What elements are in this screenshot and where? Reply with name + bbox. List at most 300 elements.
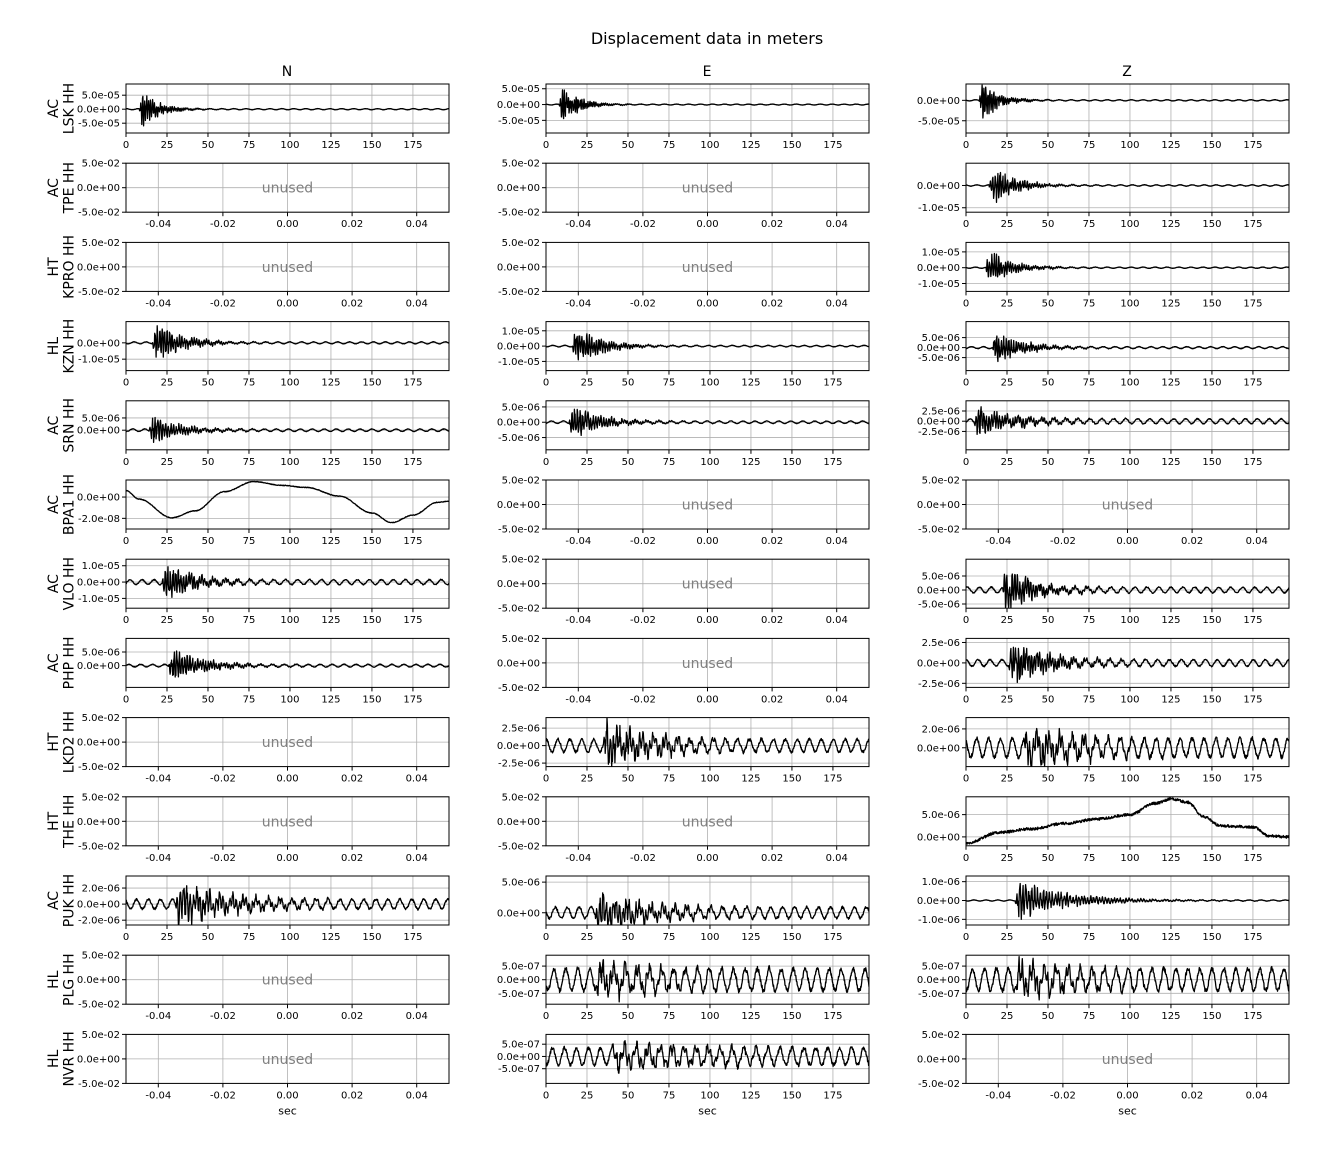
x-tick-label: 75 xyxy=(662,1011,676,1023)
y-tick-label: 0.0e+00 xyxy=(76,737,120,749)
y-tick-label: 0.0e+00 xyxy=(496,816,540,828)
x-tick-label: 125 xyxy=(1161,219,1181,231)
x-tick-label: 75 xyxy=(242,140,256,151)
x-tick-label: 0 xyxy=(962,773,970,785)
x-tick-label: 125 xyxy=(321,377,341,389)
x-tick-label: 50 xyxy=(621,377,635,389)
x-tick-label: 175 xyxy=(403,615,423,627)
x-tick-label: 0.04 xyxy=(405,852,428,864)
x-tick-label: 150 xyxy=(782,1011,802,1023)
x-tick-label: 150 xyxy=(1202,298,1222,310)
y-tick-label: 5.0e-07 xyxy=(501,1039,540,1051)
x-tick-label: 175 xyxy=(403,932,423,943)
x-tick-label: 0.00 xyxy=(276,219,299,231)
x-tick-label: 125 xyxy=(741,773,761,785)
y-tick-label: 0.0e+00 xyxy=(76,338,120,350)
x-tick-label: 25 xyxy=(580,456,594,468)
y-tick-label: -5.0e-05 xyxy=(78,118,120,130)
x-tick-label: 175 xyxy=(1243,140,1263,151)
x-tick-label: 0 xyxy=(962,140,970,151)
x-tick-label: 25 xyxy=(580,377,594,389)
y-tick-label: 5.0e-06 xyxy=(921,571,960,583)
y-tick-label: -2.5e-06 xyxy=(918,678,960,690)
x-tick-label: -0.02 xyxy=(629,298,656,310)
y-tick-label: 0.0e+00 xyxy=(496,658,540,670)
x-tick-label: 150 xyxy=(1202,852,1222,864)
x-tick-label: 25 xyxy=(160,615,174,627)
x-tick-label: 25 xyxy=(580,773,594,785)
y-tick-label: 2.0e-06 xyxy=(81,883,120,895)
x-tick-label: 100 xyxy=(700,932,720,943)
y-tick-label: 5.0e-07 xyxy=(921,961,960,973)
y-tick-label: 5.0e-06 xyxy=(501,877,540,889)
x-tick-label: 0.00 xyxy=(696,536,719,547)
y-tick-label: 0.0e+00 xyxy=(916,832,960,844)
x-tick-label: -0.02 xyxy=(209,852,236,864)
x-tick-label: 100 xyxy=(1120,219,1140,231)
x-tick-label: 50 xyxy=(621,773,635,785)
y-tick-label: 0.0e+00 xyxy=(496,741,540,753)
x-tick-label: 125 xyxy=(741,932,761,943)
x-tick-label: 100 xyxy=(700,140,720,151)
x-tick-label: 125 xyxy=(741,377,761,389)
x-tick-label: 0.02 xyxy=(340,852,364,864)
y-tick-label: -5.0e-05 xyxy=(918,116,960,128)
x-tick-label: 150 xyxy=(1202,219,1222,231)
x-tick-label: -0.02 xyxy=(209,298,236,310)
x-tick-label: 25 xyxy=(580,932,594,943)
y-tick-label: 0.0e+00 xyxy=(496,417,540,429)
y-tick-label: -5.0e-06 xyxy=(498,433,540,445)
x-tick-label: 150 xyxy=(782,140,802,151)
x-tick-label: 175 xyxy=(823,1011,843,1023)
x-tick-label: 175 xyxy=(823,140,843,151)
x-tick-label: 125 xyxy=(321,932,341,943)
x-tick-label: 25 xyxy=(1000,773,1014,785)
x-tick-label: 0.04 xyxy=(825,694,848,706)
station-code: BPA1 HH xyxy=(61,473,78,536)
x-tick-label: 100 xyxy=(280,456,300,468)
x-tick-label: 50 xyxy=(201,456,215,468)
x-tick-label: 25 xyxy=(160,140,174,151)
x-tick-label: 50 xyxy=(1041,932,1055,943)
x-tick-label: 50 xyxy=(1041,694,1055,706)
x-tick-label: 150 xyxy=(1202,1011,1222,1023)
x-tick-label: 50 xyxy=(1041,1011,1055,1023)
y-tick-label: -5.0e-02 xyxy=(918,524,960,536)
x-tick-label: 0.04 xyxy=(405,773,428,785)
y-tick-label: -5.0e-02 xyxy=(498,841,540,853)
x-tick-label: 25 xyxy=(160,694,174,706)
y-tick-label: 5.0e-02 xyxy=(501,554,540,566)
x-tick-label: 150 xyxy=(782,456,802,468)
station-code: KZN HH xyxy=(61,318,78,374)
station-code: TPE HH xyxy=(61,162,78,214)
x-tick-label: 175 xyxy=(1243,852,1263,864)
y-tick-label: 1.0e-05 xyxy=(501,326,540,338)
x-tick-label: 150 xyxy=(1202,932,1222,943)
x-tick-label: 0.00 xyxy=(696,615,719,627)
x-tick-label: 0 xyxy=(122,456,130,468)
y-tick-label: 0.0e+00 xyxy=(496,975,540,987)
y-tick-label: 5.0e-02 xyxy=(501,792,540,804)
station-code: PHP HH xyxy=(61,636,78,690)
x-tick-label: 0 xyxy=(962,298,970,310)
x-tick-label: -0.04 xyxy=(145,1011,172,1023)
x-tick-label: 75 xyxy=(242,456,256,468)
x-tick-label: 50 xyxy=(201,377,215,389)
station-code: KPRO HH xyxy=(61,234,78,299)
y-tick-label: 0.0e+00 xyxy=(916,180,960,192)
station-network: HT xyxy=(45,257,62,277)
x-tick-label: -0.04 xyxy=(565,219,592,231)
station-code: NVR HH xyxy=(61,1031,78,1087)
x-tick-label: 25 xyxy=(160,932,174,943)
x-tick-label: -0.04 xyxy=(565,694,592,706)
x-tick-label: 0.00 xyxy=(276,1011,299,1023)
unused-label: unused xyxy=(261,1051,314,1068)
y-tick-label: -5.0e-07 xyxy=(498,1064,540,1076)
x-tick-label: 125 xyxy=(1161,932,1181,943)
y-tick-label: 5.0e-05 xyxy=(501,84,540,96)
x-tick-label: 150 xyxy=(1202,615,1222,627)
x-tick-label: -0.02 xyxy=(629,219,656,231)
x-tick-label: 175 xyxy=(1243,694,1263,706)
x-tick-label: -0.04 xyxy=(985,536,1012,547)
station-network: AC xyxy=(45,178,62,198)
x-tick-label: 175 xyxy=(1243,298,1263,310)
x-tick-label: 0 xyxy=(122,615,130,627)
x-tick-label: 150 xyxy=(1202,773,1222,785)
x-tick-label: 75 xyxy=(1082,298,1096,310)
x-tick-label: 0.02 xyxy=(340,1090,364,1102)
x-tick-label: 175 xyxy=(1243,456,1263,468)
y-tick-label: 0.0e+00 xyxy=(76,183,120,195)
x-tick-label: 25 xyxy=(1000,852,1014,864)
y-tick-label: 0.0e+00 xyxy=(496,262,540,274)
x-tick-label: 25 xyxy=(1000,1011,1014,1023)
y-tick-label: 0.0e+00 xyxy=(496,100,540,112)
x-tick-label: -0.02 xyxy=(629,536,656,547)
x-tick-label: 0 xyxy=(962,219,970,231)
x-tick-label: 75 xyxy=(242,932,256,943)
unused-label: unused xyxy=(1101,1051,1154,1068)
x-tick-label: 150 xyxy=(782,932,802,943)
x-tick-label: 175 xyxy=(823,1090,843,1102)
y-tick-label: 0.0e+00 xyxy=(496,341,540,353)
x-tick-label: 0.00 xyxy=(276,1090,299,1102)
x-tick-label: 0.04 xyxy=(825,615,848,627)
x-tick-label: 175 xyxy=(1243,932,1263,943)
x-tick-label: 125 xyxy=(741,456,761,468)
y-tick-label: -2.5e-06 xyxy=(918,426,960,438)
x-tick-label: 100 xyxy=(1120,773,1140,785)
x-tick-label: 0.00 xyxy=(696,219,719,231)
x-tick-label: 150 xyxy=(1202,140,1222,151)
y-tick-label: 5.0e-02 xyxy=(81,1029,120,1041)
x-tick-label: 25 xyxy=(1000,377,1014,389)
x-tick-label: 100 xyxy=(700,773,720,785)
y-tick-label: 0.0e+00 xyxy=(916,743,960,755)
y-tick-label: 5.0e-02 xyxy=(501,237,540,249)
x-tick-label: 0 xyxy=(542,456,550,468)
y-tick-label: -5.0e-02 xyxy=(78,841,120,853)
y-tick-label: 5.0e-06 xyxy=(921,333,960,345)
x-tick-label: 0.04 xyxy=(1245,1090,1268,1102)
x-tick-label: 25 xyxy=(580,1090,594,1102)
x-tick-label: 125 xyxy=(741,1011,761,1023)
y-tick-label: 0.0e+00 xyxy=(496,579,540,591)
y-tick-label: 5.0e-02 xyxy=(81,713,120,725)
x-tick-label: 100 xyxy=(1120,615,1140,627)
y-tick-label: 1.0e-05 xyxy=(81,561,120,573)
x-tick-label: 125 xyxy=(1161,456,1181,468)
y-tick-label: -5.0e-05 xyxy=(498,115,540,127)
x-tick-label: 100 xyxy=(700,1011,720,1023)
x-tick-label: 100 xyxy=(280,694,300,706)
x-tick-label: 125 xyxy=(321,694,341,706)
x-tick-label: -0.04 xyxy=(565,536,592,547)
x-tick-label: 175 xyxy=(403,536,423,547)
y-tick-label: 0.0e+00 xyxy=(496,500,540,511)
y-tick-label: -5.0e-02 xyxy=(78,207,120,219)
x-tick-label: 0 xyxy=(962,1011,970,1023)
station-code: PLG HH xyxy=(61,953,78,1007)
y-tick-label: -5.0e-02 xyxy=(498,682,540,694)
x-tick-label: 25 xyxy=(1000,456,1014,468)
station-network: HT xyxy=(45,811,62,831)
y-tick-label: 1.0e-05 xyxy=(921,247,960,259)
x-tick-label: -0.04 xyxy=(145,298,172,310)
x-tick-label: 100 xyxy=(1120,932,1140,943)
unused-label: unused xyxy=(681,497,734,514)
x-tick-label: 0.02 xyxy=(1180,536,1204,547)
y-tick-label: 0.0e+00 xyxy=(916,416,960,428)
x-tick-label: 175 xyxy=(823,932,843,943)
x-tick-label: 0 xyxy=(962,852,970,864)
unused-label: unused xyxy=(261,972,314,989)
x-tick-label: 100 xyxy=(1120,694,1140,706)
y-tick-label: 0.0e+00 xyxy=(916,658,960,670)
y-tick-label: 5.0e-06 xyxy=(81,647,120,659)
x-tick-label: 75 xyxy=(242,377,256,389)
x-tick-label: 125 xyxy=(1161,615,1181,627)
x-tick-label: 50 xyxy=(621,1011,635,1023)
x-tick-label: 0.00 xyxy=(1116,536,1139,547)
x-tick-label: 100 xyxy=(280,932,300,943)
x-tick-label: 125 xyxy=(1161,1011,1181,1023)
x-tick-label: -0.02 xyxy=(629,852,656,864)
x-tick-label: -0.04 xyxy=(985,1090,1012,1102)
x-tick-label: 100 xyxy=(1120,456,1140,468)
x-tick-label: 50 xyxy=(1041,615,1055,627)
unused-label: unused xyxy=(261,735,314,752)
x-tick-label: 75 xyxy=(242,615,256,627)
x-tick-label: 0.00 xyxy=(276,773,299,785)
x-tick-label: 75 xyxy=(1082,1011,1096,1023)
x-tick-label: 0.04 xyxy=(825,852,848,864)
x-tick-label: 0.04 xyxy=(405,219,428,231)
x-tick-label: 25 xyxy=(1000,219,1014,231)
x-tick-label: 125 xyxy=(321,536,341,547)
x-tick-label: 150 xyxy=(782,773,802,785)
x-tick-label: 0.00 xyxy=(276,852,299,864)
x-tick-label: 0.00 xyxy=(696,298,719,310)
x-tick-label: 150 xyxy=(1202,456,1222,468)
x-tick-label: 75 xyxy=(1082,219,1096,231)
x-tick-label: 0.00 xyxy=(1116,1090,1139,1102)
y-tick-label: 0.0e+00 xyxy=(916,896,960,907)
x-tick-label: 0 xyxy=(542,1011,550,1023)
x-tick-label: -0.04 xyxy=(145,852,172,864)
y-tick-label: 0.0e+00 xyxy=(496,1051,540,1063)
x-tick-label: 0.02 xyxy=(760,298,784,310)
station-code: PUK HH xyxy=(61,873,78,928)
x-tick-label: 150 xyxy=(362,140,382,151)
y-tick-label: -5.0e-02 xyxy=(498,286,540,298)
x-axis-label: sec xyxy=(1118,1104,1137,1118)
x-tick-label: 25 xyxy=(160,536,174,547)
x-tick-label: 0 xyxy=(122,536,130,547)
x-tick-label: 0.02 xyxy=(760,615,784,627)
x-tick-label: 175 xyxy=(1243,1011,1263,1023)
x-tick-label: 100 xyxy=(280,140,300,151)
station-code: SRN HH xyxy=(61,398,78,453)
y-tick-label: 0.0e+00 xyxy=(916,500,960,511)
x-tick-label: 150 xyxy=(782,1090,802,1102)
y-tick-label: 0.0e+00 xyxy=(76,816,120,828)
x-tick-label: 25 xyxy=(1000,298,1014,310)
x-tick-label: 175 xyxy=(1243,377,1263,389)
y-tick-label: -5.0e-02 xyxy=(78,286,120,298)
x-tick-label: 100 xyxy=(700,1090,720,1102)
station-code: LSK HH xyxy=(61,82,78,135)
y-tick-label: 2.5e-06 xyxy=(921,406,960,418)
unused-label: unused xyxy=(261,180,314,197)
x-tick-label: 0 xyxy=(122,140,130,151)
x-tick-label: 0.02 xyxy=(340,1011,364,1023)
y-tick-label: 0.0e+00 xyxy=(916,1054,960,1066)
x-tick-label: 0 xyxy=(962,377,970,389)
y-tick-label: -1.0e-05 xyxy=(918,203,960,215)
x-tick-label: 0.04 xyxy=(405,1011,428,1023)
y-tick-label: 0.0e+00 xyxy=(496,183,540,195)
x-tick-label: 25 xyxy=(160,456,174,468)
x-tick-label: 0.02 xyxy=(1180,1090,1204,1102)
y-tick-label: 5.0e-06 xyxy=(921,810,960,822)
y-tick-label: 1.0e-06 xyxy=(921,877,960,889)
x-tick-label: 50 xyxy=(201,694,215,706)
y-tick-label: 5.0e-02 xyxy=(501,475,540,487)
x-tick-label: 0 xyxy=(962,456,970,468)
column-title-e: E xyxy=(702,64,712,80)
x-tick-label: 125 xyxy=(321,615,341,627)
x-tick-label: 0.00 xyxy=(696,694,719,706)
unused-label: unused xyxy=(681,814,734,831)
x-tick-label: 0 xyxy=(122,694,130,706)
x-tick-label: 75 xyxy=(1082,140,1096,151)
unused-label: unused xyxy=(261,814,314,831)
x-tick-label: 0 xyxy=(542,773,550,785)
y-tick-label: -2.5e-06 xyxy=(498,758,540,770)
x-tick-label: 0.02 xyxy=(340,298,364,310)
x-tick-label: 0.04 xyxy=(405,1090,428,1102)
x-tick-label: 75 xyxy=(1082,773,1096,785)
x-tick-label: 0.02 xyxy=(760,694,784,706)
x-tick-label: 0.04 xyxy=(1245,536,1268,547)
y-tick-label: -1.0e-05 xyxy=(78,593,120,605)
x-tick-label: 125 xyxy=(1161,694,1181,706)
x-tick-label: -0.04 xyxy=(145,1090,172,1102)
x-tick-label: 100 xyxy=(1120,377,1140,389)
y-tick-label: 2.5e-06 xyxy=(921,637,960,649)
y-tick-label: 0.0e+00 xyxy=(76,975,120,987)
y-tick-label: 5.0e-02 xyxy=(81,237,120,249)
y-tick-label: 5.0e-06 xyxy=(81,413,120,425)
unused-label: unused xyxy=(681,576,734,593)
x-tick-label: 50 xyxy=(621,932,635,943)
x-tick-label: 0 xyxy=(542,1090,550,1102)
x-tick-label: 0.00 xyxy=(696,852,719,864)
y-tick-label: -5.0e-02 xyxy=(498,207,540,219)
x-tick-label: 0.02 xyxy=(760,852,784,864)
station-network: HL xyxy=(45,970,62,989)
x-tick-label: 75 xyxy=(662,773,676,785)
x-tick-label: -0.02 xyxy=(209,1090,236,1102)
x-tick-label: 75 xyxy=(662,1090,676,1102)
unused-label: unused xyxy=(681,655,734,672)
y-tick-label: -5.0e-06 xyxy=(918,599,960,611)
x-tick-label: 125 xyxy=(1161,773,1181,785)
x-tick-label: 75 xyxy=(662,456,676,468)
y-tick-label: 0.0e+00 xyxy=(916,343,960,355)
y-tick-label: 5.0e-02 xyxy=(921,1029,960,1041)
x-tick-label: 75 xyxy=(1082,694,1096,706)
x-tick-label: 50 xyxy=(201,536,215,547)
x-tick-label: 75 xyxy=(1082,377,1096,389)
unused-label: unused xyxy=(681,259,734,276)
y-tick-label: -2.0e-08 xyxy=(78,513,120,525)
x-tick-label: 175 xyxy=(403,140,423,151)
x-tick-label: 125 xyxy=(1161,377,1181,389)
x-tick-label: 50 xyxy=(1041,140,1055,151)
x-tick-label: 75 xyxy=(662,140,676,151)
y-tick-label: 5.0e-05 xyxy=(81,90,120,102)
x-tick-label: -0.02 xyxy=(209,219,236,231)
y-tick-label: -1.0e-05 xyxy=(78,354,120,366)
x-tick-label: -0.02 xyxy=(209,1011,236,1023)
y-tick-label: -1.0e-05 xyxy=(498,356,540,368)
x-tick-label: 75 xyxy=(662,377,676,389)
x-tick-label: 50 xyxy=(201,140,215,151)
unused-label: unused xyxy=(1101,497,1154,514)
y-tick-label: 5.0e-07 xyxy=(501,961,540,973)
x-tick-label: 0.04 xyxy=(825,536,848,547)
station-code: THE HH xyxy=(61,794,78,849)
x-tick-label: -0.04 xyxy=(565,298,592,310)
x-tick-label: 50 xyxy=(201,932,215,943)
x-tick-label: -0.02 xyxy=(209,773,236,785)
y-tick-label: -5.0e-07 xyxy=(918,988,960,1000)
y-tick-label: 0.0e+00 xyxy=(76,661,120,673)
x-tick-label: 150 xyxy=(1202,694,1222,706)
x-tick-label: 175 xyxy=(823,456,843,468)
y-tick-label: -2.0e-06 xyxy=(78,915,120,927)
x-tick-label: 150 xyxy=(362,456,382,468)
x-tick-label: 25 xyxy=(160,377,174,389)
x-tick-label: 0.02 xyxy=(340,219,364,231)
x-tick-label: 0.02 xyxy=(340,773,364,785)
